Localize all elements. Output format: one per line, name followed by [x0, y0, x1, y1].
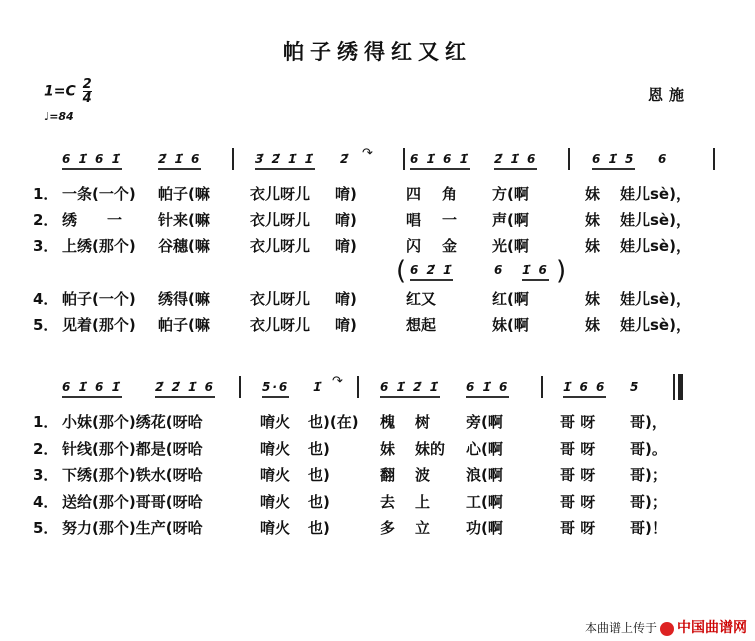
lyric-h: 哥)。 — [630, 440, 667, 458]
lyric-num: 1． — [33, 185, 59, 203]
lyric-a: 一条(一个) — [62, 185, 136, 203]
lyric-a: 帕子(一个) — [62, 290, 136, 308]
lyric-g: 方(啊 — [492, 185, 529, 203]
lyric-a: 绣 一 — [62, 211, 123, 229]
lyric-f: 旁(啊 — [466, 413, 503, 431]
note-group: 2̇ 2̇ 1̇ 6 — [155, 380, 215, 398]
note-group: 1̇ — [313, 380, 324, 394]
lyric-d: 妹 — [380, 440, 396, 458]
lyric-b: 唷火 — [260, 466, 291, 484]
breath-arrow-icon: ↷ — [362, 146, 373, 161]
lyric-g: 妹(啊 — [492, 316, 529, 334]
lyric-b: 谷穗(嘛 — [158, 237, 210, 255]
barline — [568, 148, 570, 170]
tempo-marking: ♩=84 — [44, 110, 74, 123]
time-signature: $\frac{2}{4}$ — [82, 77, 92, 106]
lyric-e: 想起 — [406, 316, 437, 334]
lyric-e: 上 — [415, 493, 431, 511]
barline — [713, 148, 715, 170]
final-barline-thin — [673, 374, 675, 400]
lyric-num: 4． — [33, 493, 59, 511]
lyric-d: 唷) — [335, 290, 357, 308]
lyric-f: 金 — [442, 237, 458, 255]
region-label: 恩施 — [648, 86, 691, 104]
note-group: 6 1̇ 6 1̇ — [62, 380, 122, 398]
note-group: 2̇ 1̇ 6 — [158, 152, 201, 170]
lyric-c: 衣儿呀儿 — [250, 211, 311, 229]
lyric-b: 帕子(嘛 — [158, 316, 210, 334]
note-group: 5·6 — [262, 380, 289, 398]
note-group: 2̇ — [340, 152, 351, 166]
lyric-c: 也)(在) — [308, 413, 359, 431]
key-signature — [44, 78, 92, 105]
lyric-a: 上绣(那个) — [62, 237, 136, 255]
barline — [403, 148, 405, 170]
lyric-g: 声(啊 — [492, 211, 529, 229]
lyric-b: 绣得(嘛 — [158, 290, 210, 308]
lyric-g: 哥 呀 — [560, 519, 596, 537]
lyric-num: 2． — [33, 440, 59, 458]
breath-arrow-icon: ↷ — [332, 374, 343, 389]
lyric-h: 哥)， — [630, 413, 667, 431]
lyric-b: 针来(嘛 — [158, 211, 210, 229]
note-group: 6 1̇ 2̇ 1̇ — [380, 380, 440, 398]
note-group: 1̇ 6 6 — [563, 380, 606, 398]
lyric-a: 针线(那个)都是(呀哈 — [62, 440, 203, 458]
lyric-e: 树 — [415, 413, 431, 431]
lyric-num: 3． — [33, 466, 59, 484]
lyric-c: 衣儿呀儿 — [250, 185, 311, 203]
lyric-b: 帕子(嘛 — [158, 185, 210, 203]
lyric-h: 妹 — [585, 316, 601, 334]
lyric-h: 妹 — [585, 185, 601, 203]
lyric-a: 见着(那个) — [62, 316, 136, 334]
lyric-d: 唷) — [335, 316, 357, 334]
note-group: 6 1̇ 6 1̇ — [410, 152, 470, 170]
lyric-num: 2． — [33, 211, 59, 229]
lyric-f: 角 — [442, 185, 458, 203]
lyric-h: 妹 — [585, 237, 601, 255]
lyric-g: 哥 呀 — [560, 440, 596, 458]
lyric-f: 浪(啊 — [466, 466, 503, 484]
alt-note-group: 6 2̇ 1̇ — [410, 263, 453, 281]
lyric-d: 唷) — [335, 237, 357, 255]
alt-note-group: 1̇ 6 — [522, 263, 549, 281]
lyric-b: 唷火 — [260, 519, 291, 537]
lyric-d: 去 — [380, 493, 396, 511]
lyric-f: 功(啊 — [466, 519, 503, 537]
lyric-a: 下绣(那个)铁水(呀哈 — [62, 466, 203, 484]
lyric-i: 娃儿sè)， — [620, 290, 691, 308]
lyric-d: 多 — [380, 519, 396, 537]
lyric-h: 哥)； — [630, 466, 667, 484]
barline — [541, 376, 543, 398]
key-label: 1=C — [44, 83, 76, 100]
lyric-i: 娃儿sè)， — [620, 185, 691, 203]
lyric-f: 工(啊 — [466, 493, 503, 511]
site-logo-icon — [660, 622, 674, 636]
footer-credit: 本曲谱上传于 中国曲谱网 — [584, 620, 747, 636]
song-title: 帕子绣得红又红 — [283, 40, 472, 64]
lyric-a: 努力(那个)生产(呀哈 — [62, 519, 203, 537]
lyric-g: 哥 呀 — [560, 493, 596, 511]
lyric-i: 娃儿sè)， — [620, 211, 691, 229]
lyric-c: 衣儿呀儿 — [250, 290, 311, 308]
lyric-e: 红又 — [406, 290, 437, 308]
lyric-c: 也) — [308, 440, 330, 458]
lyric-c: 也) — [308, 466, 330, 484]
barline — [357, 376, 359, 398]
lyric-d: 翻 — [380, 466, 396, 484]
note-group: 5 — [630, 380, 641, 394]
lyric-b: 唷火 — [260, 493, 291, 511]
note-group: 6 1̇ 6 1̇ — [62, 152, 122, 170]
lyric-b: 唷火 — [260, 440, 291, 458]
paren-open: ( — [396, 256, 407, 286]
note-group: 6 1̇ 6 — [466, 380, 509, 398]
note-group: 3̇ 2̇ 1̇ 1̇ — [255, 152, 315, 170]
lyric-c: 也) — [308, 493, 330, 511]
note-group: 2̇ 1̇ 6 — [494, 152, 537, 170]
lyric-d: 唷) — [335, 185, 357, 203]
lyric-a: 小妹(那个)绣花(呀哈 — [62, 413, 203, 431]
lyric-h: 哥)！ — [630, 519, 667, 537]
lyric-num: 5． — [33, 519, 59, 537]
lyric-e: 四 — [406, 185, 422, 203]
lyric-g: 哥 呀 — [560, 413, 596, 431]
lyric-h: 妹 — [585, 211, 601, 229]
lyric-h: 哥)； — [630, 493, 667, 511]
lyric-e: 立 — [415, 519, 431, 537]
lyric-e: 妹的 — [415, 440, 446, 458]
lyric-e: 波 — [415, 466, 431, 484]
lyric-a: 送给(那个)哥哥(呀哈 — [62, 493, 203, 511]
lyric-c: 也) — [308, 519, 330, 537]
lyric-c: 衣儿呀儿 — [250, 316, 311, 334]
lyric-num: 5． — [33, 316, 59, 334]
lyric-c: 衣儿呀儿 — [250, 237, 311, 255]
barline — [239, 376, 241, 398]
alt-note-group: 6 — [494, 263, 505, 277]
lyric-g: 红(啊 — [492, 290, 529, 308]
site-name[interactable]: 中国曲谱网 — [677, 620, 747, 636]
lyric-d: 唷) — [335, 211, 357, 229]
barline — [232, 148, 234, 170]
lyric-d: 槐 — [380, 413, 396, 431]
lyric-f: 心(啊 — [466, 440, 503, 458]
lyric-e: 闪 — [406, 237, 422, 255]
note-group: 6 — [658, 152, 669, 166]
lyric-num: 1． — [33, 413, 59, 431]
lyric-b: 唷火 — [260, 413, 291, 431]
lyric-i: 娃儿sè)， — [620, 237, 691, 255]
lyric-num: 4． — [33, 290, 59, 308]
paren-close: ) — [556, 256, 567, 286]
note-group: 6 1̇ 5 — [592, 152, 635, 170]
lyric-e: 唱 — [406, 211, 422, 229]
lyric-g: 光(啊 — [492, 237, 529, 255]
lyric-num: 3． — [33, 237, 59, 255]
lyric-h: 妹 — [585, 290, 601, 308]
lyric-f: 一 — [442, 211, 458, 229]
lyric-g: 哥 呀 — [560, 466, 596, 484]
lyric-i: 娃儿sè)， — [620, 316, 691, 334]
final-barline-thick — [678, 374, 683, 400]
